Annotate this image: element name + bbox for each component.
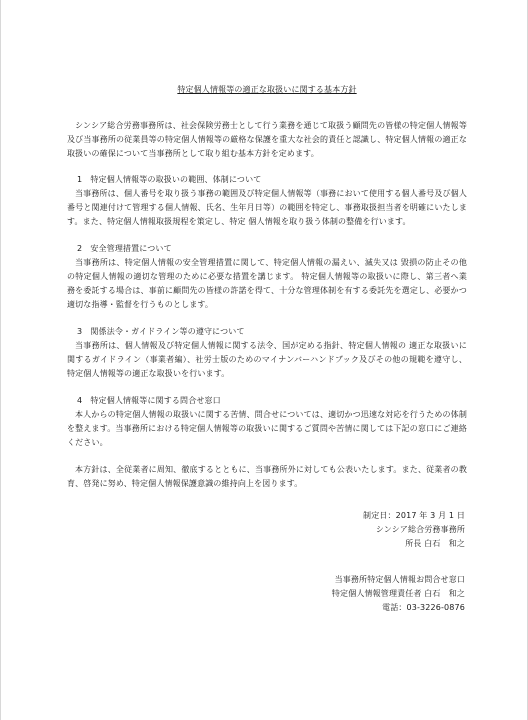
section-heading: 4 特定個人情報等に関する問合せ窓口	[77, 396, 221, 405]
director-name: 所長 白石 和之	[405, 539, 465, 548]
signature-block	[67, 509, 467, 551]
section-inquiry	[67, 394, 467, 450]
section-body: 本人からの特定個人情報の取扱いに関する苦情、問合せについては、適切かつ迅速な対応を行うための体制を整えます。当事務所における特定個人情報等の取扱いに関するご質問や苦情に関しては下記の窓口にご連絡ください。	[67, 410, 467, 447]
page-title: 特定個人情報等の適正な取扱いに関する基本方針	[177, 85, 357, 94]
section-heading: 3 関係法令・ガイドライン等の遵守について	[77, 327, 245, 336]
closing-paragraph: 本方針は、全従業者に周知、徹底するとともに、当事務所外に対しても公表いたします。また、従業者の教育、啓発に努め、特定個人情報保護意識の維持向上を図ります。	[67, 465, 467, 488]
enactment-date: 制定日：2017 年 3 月 1 日	[363, 511, 465, 520]
section-body: 当事務所は、特定個人情報の安全管理措置に関して、特定個人情報の漏えい、滅失又は 毀損の防止その他の特定個人情報の適切な管理のために必要な措置を講じます。 特定個人情報等の取扱いに際し、第三者へ業務を委託する場合は、事前に顧問先の皆様の許諾を得て、十分な管理体制を有する委託先を選定し、必要かつ適切な指導・監督を行うものとします。	[67, 258, 467, 309]
section-heading: 1 特定個人情報等の取扱いの範囲、体制について	[77, 175, 262, 184]
inquiry-desk: 当事務所特定個人情報お問合せ窓口	[334, 575, 465, 584]
document-body	[67, 83, 467, 615]
contact-block	[67, 573, 467, 615]
section-scope	[67, 173, 467, 229]
section-body: 当事務所は、個人情報及び特定個人情報に関する法令、国が定める指針、特定個人情報の 適正な取扱いに関するガイドライン（事業者編）、社労士版のためのマイナンバーハンドブック及びその他の規範を遵守し、特定個人情報等の適正な取扱いを行います。	[67, 341, 467, 378]
section-heading: 2 安全管理措置について	[77, 244, 172, 253]
section-body: 当事務所は、個人番号を取り扱う事務の範囲及び特定個人情報等（事務において使用する個人番号及び個人番号と関連付けて管理する個人情報、氏名、生年月日等）の範囲を特定し、事務取扱担当者を明確にいたします。また、特定個人情報取扱規程を策定し、特定 個人情報を取り扱う体制の整備を行います。	[67, 189, 467, 226]
manager-name: 特定個人情報管理責任者 白石 和之	[331, 589, 465, 598]
section-compliance	[67, 325, 467, 381]
office-name: シンシア総合労務事務所	[375, 525, 465, 534]
section-security	[67, 242, 467, 312]
intro-paragraph: シンシア総合労務事務所は、社会保険労務士として行う業務を通じて取扱う顧問先の皆様の特定個人情報等及び当事務所の従業員等の特定個人情報等の厳格な保護を重大な社会的責任と認識し、特定個人情報の適正な取扱いの確保について当事務所として取り組む基本方針を定めます。	[67, 121, 467, 158]
phone-number: 電話：03-3226-0876	[382, 603, 465, 612]
